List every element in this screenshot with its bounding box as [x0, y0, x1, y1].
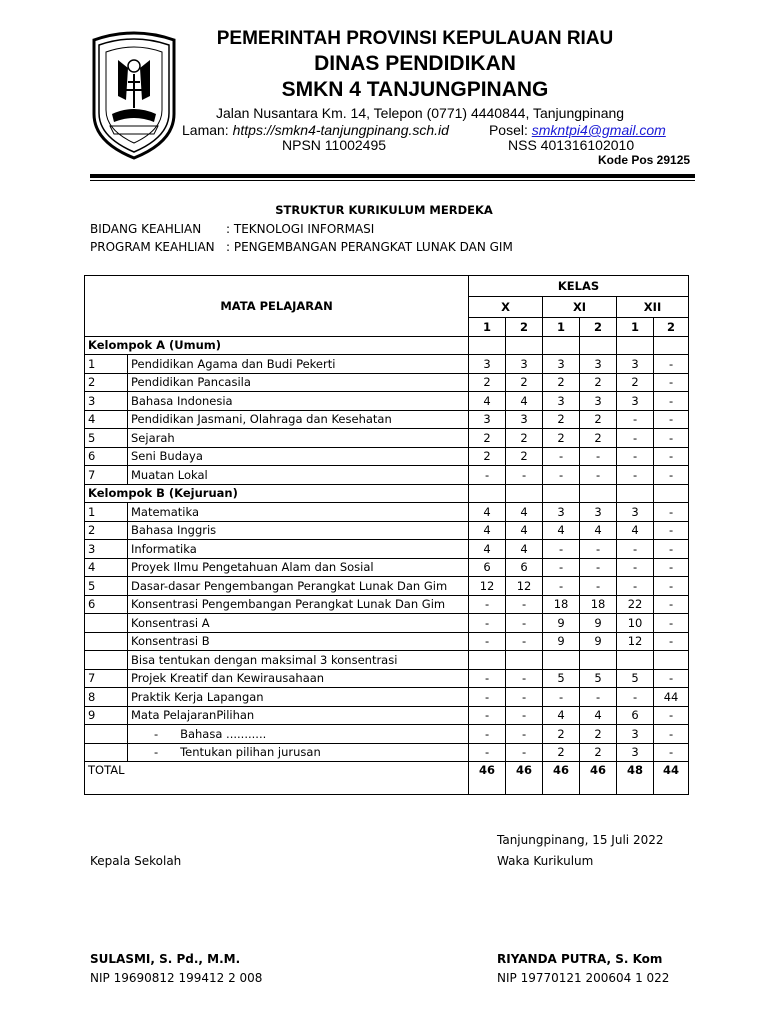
row-number — [85, 725, 128, 744]
subject-name: Muatan Lokal — [128, 466, 469, 485]
row-number: 6 — [85, 595, 128, 614]
table-row — [85, 669, 689, 688]
hours-cell: 3 — [469, 410, 506, 429]
hours-cell: 9 — [543, 632, 580, 651]
hours-cell — [654, 651, 689, 670]
letterhead-department: DINAS PENDIDIKAN — [314, 52, 516, 75]
npsn: NPSN 11002495 — [282, 137, 387, 153]
hours-cell — [543, 651, 580, 670]
table-row — [85, 392, 689, 411]
hours-cell: - — [654, 595, 689, 614]
hours-cell: - — [617, 558, 654, 577]
subject-name: Bahasa Inggris — [128, 521, 469, 540]
hours-cell: - — [617, 577, 654, 596]
subject-name: Pendidikan Pancasila — [128, 373, 469, 392]
table-row — [85, 632, 689, 651]
program-value: : PENGEMBANGAN PERANGKAT LUNAK DAN GIM — [226, 240, 513, 254]
subject-name: Matematika — [128, 503, 469, 522]
row-number: 5 — [85, 429, 128, 448]
hours-cell: 3 — [506, 410, 543, 429]
hours-cell: - — [469, 669, 506, 688]
subject-name: Konsentrasi A — [128, 614, 469, 633]
hours-cell: 9 — [580, 632, 617, 651]
row-number — [85, 651, 128, 670]
hours-cell: - — [506, 595, 543, 614]
hours-cell: 18 — [543, 595, 580, 614]
hours-cell: 4 — [506, 521, 543, 540]
hours-cell: 2 — [543, 743, 580, 762]
right-signatory-role: Waka Kurikulum — [497, 854, 594, 868]
empty-cell — [617, 336, 654, 355]
table-row — [85, 355, 689, 374]
subject-name: Proyek Ilmu Pengetahuan Alam dan Sosial — [128, 558, 469, 577]
hours-cell: - — [469, 466, 506, 485]
hours-cell: - — [617, 540, 654, 559]
hours-cell: 22 — [617, 595, 654, 614]
hours-cell: - — [469, 725, 506, 744]
hours-cell: - — [506, 725, 543, 744]
hours-cell: 12 — [469, 577, 506, 596]
hours-cell: - — [617, 688, 654, 707]
hours-cell: 4 — [469, 392, 506, 411]
group-row — [85, 336, 689, 355]
hours-cell: - — [543, 688, 580, 707]
hours-cell: 4 — [543, 521, 580, 540]
right-signatory-nip: NIP 19770121 200604 1 022 — [497, 971, 670, 985]
hours-cell: - — [580, 466, 617, 485]
nss: NSS 401316102010 — [508, 137, 635, 153]
semester-cell: 1 — [469, 318, 506, 337]
empty-cell — [654, 484, 689, 503]
row-number: 9 — [85, 706, 128, 725]
hours-cell: 3 — [617, 743, 654, 762]
program-label: PROGRAM KEAHLIAN — [90, 240, 215, 254]
hours-cell: 3 — [617, 355, 654, 374]
hours-cell: - — [654, 521, 689, 540]
hours-cell: 44 — [654, 688, 689, 707]
table-row — [85, 521, 689, 540]
subject-name: Bisa tentukan dengan maksimal 3 konsentrasi — [128, 651, 469, 670]
bidang-label: BIDANG KEAHLIAN — [90, 222, 202, 236]
semester-cell: 1 — [617, 318, 654, 337]
hours-cell: 3 — [543, 392, 580, 411]
row-number: 8 — [85, 688, 128, 707]
table-header-row — [85, 276, 689, 297]
hours-cell: 2 — [469, 429, 506, 448]
hours-cell: - — [654, 447, 689, 466]
table-row — [85, 595, 689, 614]
email-label: Posel: — [488, 122, 532, 138]
hours-cell: 4 — [469, 503, 506, 522]
hours-cell: - — [617, 447, 654, 466]
hours-cell: - — [654, 503, 689, 522]
hours-cell: - — [543, 577, 580, 596]
hours-cell: 3 — [580, 355, 617, 374]
table-row — [85, 558, 689, 577]
hours-cell: - — [469, 743, 506, 762]
hours-cell: - — [506, 632, 543, 651]
hours-cell: - — [469, 614, 506, 633]
row-number: 2 — [85, 521, 128, 540]
website-label: Laman: — [182, 122, 233, 138]
group-label: Kelompok B (Kejuruan) — [85, 484, 469, 503]
place-date: Tanjungpinang, 15 Juli 2022 — [497, 833, 664, 847]
table-row — [85, 466, 689, 485]
row-number: 7 — [85, 669, 128, 688]
hours-cell: 2 — [580, 743, 617, 762]
hours-cell: - — [580, 558, 617, 577]
hours-cell: - — [506, 688, 543, 707]
table-row — [85, 725, 689, 744]
hours-cell: - — [543, 540, 580, 559]
website-url[interactable]: https://smkn4-tanjungpinang.sch.id — [232, 122, 449, 138]
subject-name: Informatika — [128, 540, 469, 559]
hours-cell: 2 — [543, 725, 580, 744]
hours-cell: 3 — [580, 503, 617, 522]
empty-cell — [580, 336, 617, 355]
hours-cell: 5 — [617, 669, 654, 688]
hours-cell: - — [617, 429, 654, 448]
row-number: 1 — [85, 355, 128, 374]
semester-cell: 2 — [580, 318, 617, 337]
hours-cell: 3 — [617, 392, 654, 411]
semester-cell: 2 — [506, 318, 543, 337]
hours-cell: - — [654, 632, 689, 651]
hours-cell: - — [654, 558, 689, 577]
table-row — [85, 503, 689, 522]
hours-cell: 9 — [543, 614, 580, 633]
document-title: STRUKTUR KURIKULUM MERDEKA — [275, 203, 493, 217]
table-row — [85, 614, 689, 633]
hours-cell: 3 — [617, 503, 654, 522]
letterhead-contact-line — [182, 122, 666, 138]
total-cell: 46 — [580, 762, 617, 795]
subject-name: Konsentrasi Pengembangan Perangkat Lunak Dan Gim — [128, 595, 469, 614]
subject-name: Sejarah — [128, 429, 469, 448]
row-number: 6 — [85, 447, 128, 466]
right-signatory-name: RIYANDA PUTRA, S. Kom — [497, 952, 663, 966]
postal-code: Kode Pos 29125 — [598, 153, 691, 167]
hours-cell: 2 — [580, 429, 617, 448]
hours-cell: - — [617, 466, 654, 485]
letterhead-school: SMKN 4 TANJUNGPINANG — [281, 78, 549, 101]
hours-cell: - — [506, 614, 543, 633]
empty-cell — [543, 484, 580, 503]
hours-cell: - — [469, 632, 506, 651]
group-row — [85, 484, 689, 503]
hours-cell: - — [654, 392, 689, 411]
hours-cell: 6 — [506, 558, 543, 577]
hours-cell: 2 — [543, 373, 580, 392]
row-number: 4 — [85, 410, 128, 429]
hours-cell: 2 — [506, 429, 543, 448]
row-number: 1 — [85, 503, 128, 522]
hours-cell: 2 — [469, 373, 506, 392]
total-label: TOTAL — [85, 762, 469, 795]
table-row — [85, 688, 689, 707]
row-number — [85, 614, 128, 633]
empty-cell — [506, 336, 543, 355]
hours-cell: 2 — [506, 373, 543, 392]
subject-name: Konsentrasi B — [128, 632, 469, 651]
table-row — [85, 540, 689, 559]
hours-cell: 3 — [506, 355, 543, 374]
hours-cell: 10 — [617, 614, 654, 633]
hours-cell: 12 — [506, 577, 543, 596]
curriculum-table — [84, 275, 689, 795]
email-link[interactable]: smkntpi4@gmail.com — [531, 122, 666, 138]
bidang-value: : TEKNOLOGI INFORMASI — [226, 222, 375, 236]
hours-cell: 5 — [543, 669, 580, 688]
hours-cell: 4 — [469, 540, 506, 559]
hours-cell: - — [580, 688, 617, 707]
hours-cell: - — [654, 725, 689, 744]
empty-cell — [469, 484, 506, 503]
hours-cell: 12 — [617, 632, 654, 651]
empty-cell — [506, 484, 543, 503]
hours-cell: 4 — [506, 392, 543, 411]
hours-cell: - — [469, 595, 506, 614]
hours-cell: 3 — [617, 725, 654, 744]
hours-cell: - — [654, 706, 689, 725]
hours-cell — [580, 651, 617, 670]
hours-cell — [469, 651, 506, 670]
total-cell: 46 — [469, 762, 506, 795]
class-xii: XII — [617, 297, 689, 318]
row-number: 2 — [85, 373, 128, 392]
hours-cell: - — [580, 577, 617, 596]
hours-cell: - — [617, 410, 654, 429]
table-row — [85, 373, 689, 392]
hours-cell: 4 — [506, 540, 543, 559]
total-cell: 46 — [543, 762, 580, 795]
table-row — [85, 447, 689, 466]
subject-name: Dasar-dasar Pengembangan Perangkat Lunak Dan Gim — [128, 577, 469, 596]
hours-cell: 18 — [580, 595, 617, 614]
empty-cell — [469, 336, 506, 355]
letterhead-government: PEMERINTAH PROVINSI KEPULAUAN RIAU — [216, 28, 614, 49]
subject-name: Praktik Kerja Lapangan — [128, 688, 469, 707]
class-x: X — [469, 297, 543, 318]
hours-cell: 2 — [506, 447, 543, 466]
hours-cell: 4 — [580, 521, 617, 540]
hours-cell: - — [654, 743, 689, 762]
subject-name: - Bahasa ........... — [128, 725, 469, 744]
table-row — [85, 651, 689, 670]
row-number — [85, 632, 128, 651]
subject-name: Pendidikan Agama dan Budi Pekerti — [128, 355, 469, 374]
header-subject: MATA PELAJARAN — [85, 276, 469, 337]
hours-cell: - — [580, 540, 617, 559]
hours-cell: 3 — [543, 503, 580, 522]
hours-cell: 2 — [543, 429, 580, 448]
hours-cell: - — [469, 706, 506, 725]
hours-cell: - — [506, 669, 543, 688]
hours-cell: 4 — [580, 706, 617, 725]
hours-cell: - — [506, 466, 543, 485]
subject-name: Seni Budaya — [128, 447, 469, 466]
hours-cell: 4 — [469, 521, 506, 540]
empty-cell — [617, 484, 654, 503]
total-row — [85, 762, 689, 795]
table-row — [85, 743, 689, 762]
hours-cell: - — [654, 355, 689, 374]
hours-cell: - — [506, 743, 543, 762]
row-number: 3 — [85, 540, 128, 559]
hours-cell: 2 — [580, 373, 617, 392]
hours-cell: 3 — [580, 392, 617, 411]
hours-cell: - — [654, 577, 689, 596]
subject-name: Projek Kreatif dan Kewirausahaan — [128, 669, 469, 688]
total-cell: 46 — [506, 762, 543, 795]
subject-name: - Tentukan pilihan jurusan — [128, 743, 469, 762]
hours-cell: 2 — [580, 725, 617, 744]
letterhead-rule-thin — [90, 180, 695, 181]
row-number: 7 — [85, 466, 128, 485]
hours-cell: 6 — [469, 558, 506, 577]
row-number: 3 — [85, 392, 128, 411]
hours-cell: - — [543, 466, 580, 485]
hours-cell: 2 — [617, 373, 654, 392]
hours-cell: - — [654, 429, 689, 448]
hours-cell: - — [654, 614, 689, 633]
letterhead-address: Jalan Nusantara Km. 14, Telepon (0771) 4440844, Tanjungpinang — [215, 105, 625, 121]
hours-cell: - — [506, 706, 543, 725]
total-cell: 48 — [617, 762, 654, 795]
hours-cell: - — [469, 688, 506, 707]
hours-cell: 9 — [580, 614, 617, 633]
group-label: Kelompok A (Umum) — [85, 336, 469, 355]
semester-cell: 2 — [654, 318, 689, 337]
header-kelas: KELAS — [469, 276, 689, 297]
hours-cell: 4 — [543, 706, 580, 725]
row-number: 4 — [85, 558, 128, 577]
hours-cell: - — [543, 447, 580, 466]
hours-cell: 2 — [580, 410, 617, 429]
empty-cell — [580, 484, 617, 503]
left-signatory-nip: NIP 19690812 199412 2 008 — [90, 971, 263, 985]
hours-cell: - — [543, 558, 580, 577]
hours-cell: 2 — [469, 447, 506, 466]
hours-cell: 3 — [469, 355, 506, 374]
left-signatory-role: Kepala Sekolah — [90, 854, 182, 868]
hours-cell: 5 — [580, 669, 617, 688]
subject-name: Mata PelajaranPilihan — [128, 706, 469, 725]
hours-cell: 3 — [543, 355, 580, 374]
hours-cell: - — [654, 410, 689, 429]
table-body — [85, 336, 689, 762]
hours-cell: 4 — [617, 521, 654, 540]
left-signatory-name: SULASMI, S. Pd., M.M. — [90, 952, 241, 966]
hours-cell: - — [654, 669, 689, 688]
hours-cell: - — [654, 466, 689, 485]
row-number — [85, 743, 128, 762]
table-row — [85, 577, 689, 596]
subject-name: Bahasa Indonesia — [128, 392, 469, 411]
hours-cell — [617, 651, 654, 670]
hours-cell: - — [654, 540, 689, 559]
table-row — [85, 706, 689, 725]
provincial-emblem-logo — [88, 30, 180, 162]
letterhead-rule-thick — [90, 174, 695, 178]
row-number: 5 — [85, 577, 128, 596]
class-xi: XI — [543, 297, 617, 318]
hours-cell — [506, 651, 543, 670]
hours-cell: - — [580, 447, 617, 466]
total-cell: 44 — [654, 762, 689, 795]
hours-cell: - — [654, 373, 689, 392]
hours-cell: 6 — [617, 706, 654, 725]
hours-cell: 2 — [543, 410, 580, 429]
table-row — [85, 429, 689, 448]
semester-cell: 1 — [543, 318, 580, 337]
empty-cell — [543, 336, 580, 355]
subject-name: Pendidikan Jasmani, Olahraga dan Kesehatan — [128, 410, 469, 429]
hours-cell: 4 — [506, 503, 543, 522]
table-row — [85, 410, 689, 429]
empty-cell — [654, 336, 689, 355]
